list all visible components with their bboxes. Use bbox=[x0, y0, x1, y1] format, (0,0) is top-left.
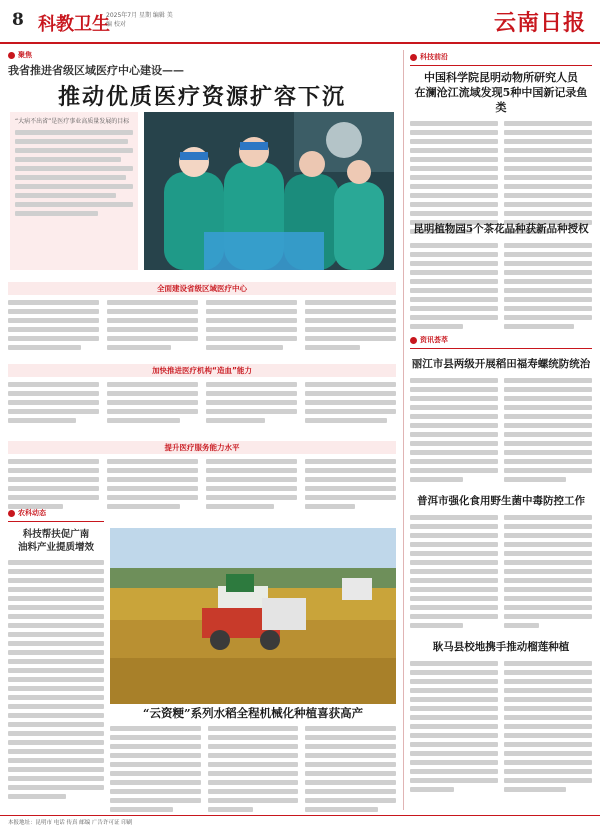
tech-article bbox=[410, 52, 592, 222]
masthead-logo: 云南日报 bbox=[493, 10, 586, 36]
page-number: 8 bbox=[12, 10, 24, 30]
section-title: 科教卫生 bbox=[38, 14, 110, 35]
column-divider bbox=[403, 50, 404, 810]
rice-article bbox=[110, 706, 396, 810]
resource-body-3 bbox=[410, 661, 592, 796]
resource-body-1 bbox=[410, 378, 592, 486]
lead-title: 推动优质医疗资源扩容下沉 bbox=[57, 84, 346, 110]
tea-article bbox=[410, 222, 592, 332]
tech-title-line2: 在澜沧江流域发现5种中国新记录鱼类 bbox=[414, 86, 588, 114]
surgery-photo-icon bbox=[144, 112, 394, 270]
lead-tag: 聚焦 bbox=[8, 50, 396, 60]
rice-photo-title: “云资粳”系列水稻全程机械化种植喜获高产 bbox=[142, 706, 364, 720]
rice-body bbox=[110, 726, 396, 816]
resource-body-2 bbox=[410, 515, 592, 632]
page-footer: 本报地址：昆明市 电话 传真 邮编 广告许可证 印刷 bbox=[0, 815, 600, 827]
agri-body bbox=[8, 560, 104, 799]
lead-photo-surgery bbox=[144, 112, 394, 270]
rice-field-photo-icon bbox=[110, 528, 396, 704]
agri-title-line1: 科技帮扶促广南 bbox=[22, 529, 90, 540]
lead-band-3: 提升医疗服务能力水平 bbox=[8, 441, 396, 454]
intro-placeholder bbox=[15, 130, 133, 216]
resource-title-3: 耿马县校地携手推动榴莲种植 bbox=[432, 641, 570, 653]
lead-intro-box bbox=[10, 112, 138, 270]
resource-section bbox=[410, 335, 592, 810]
lead-body-columns-1 bbox=[8, 300, 396, 360]
tech-title-line1: 中国科学院昆明动物所研究人员 bbox=[424, 71, 578, 84]
tech-body bbox=[410, 121, 592, 238]
resource-title-1: 丽江市县两级开展稻田福寿螺统防统治 bbox=[411, 358, 591, 370]
tag-dot-icon bbox=[8, 510, 15, 517]
resource-tag: 资讯荟萃 bbox=[410, 335, 592, 345]
tag-dot-icon bbox=[410, 54, 417, 61]
issue-meta: 2025年7月 星期 编辑 美编 校对 bbox=[106, 12, 173, 28]
lead-body-columns-2 bbox=[8, 382, 396, 437]
tech-tag: 科技前沿 bbox=[410, 52, 592, 62]
agri-article bbox=[8, 508, 104, 810]
resource-title-2: 普洱市强化食用野生菌中毒防控工作 bbox=[417, 495, 585, 507]
page-header bbox=[0, 0, 600, 44]
tea-title: 昆明植物园5个茶花品种获新品种授权 bbox=[413, 223, 589, 235]
rice-harvest-photo bbox=[110, 528, 396, 704]
lead-article bbox=[8, 50, 396, 278]
lead-body bbox=[8, 282, 396, 507]
tea-body bbox=[410, 243, 592, 333]
lead-intro-quote: “大病不出省”是医疗事业高质量发展的目标 bbox=[15, 118, 130, 125]
tag-dot-icon bbox=[410, 337, 417, 344]
agri-tag: 农科动态 bbox=[8, 508, 104, 518]
lead-band-2: 加快推进医疗机构“造血”能力 bbox=[8, 364, 396, 377]
tag-dot-icon bbox=[8, 52, 15, 59]
lead-band-1: 全面建设省级区域医疗中心 bbox=[8, 282, 396, 295]
agri-title-line2: 油料产业提质增效 bbox=[17, 542, 94, 553]
lead-subtitle: 我省推进省级区域医疗中心建设—— bbox=[8, 64, 184, 77]
